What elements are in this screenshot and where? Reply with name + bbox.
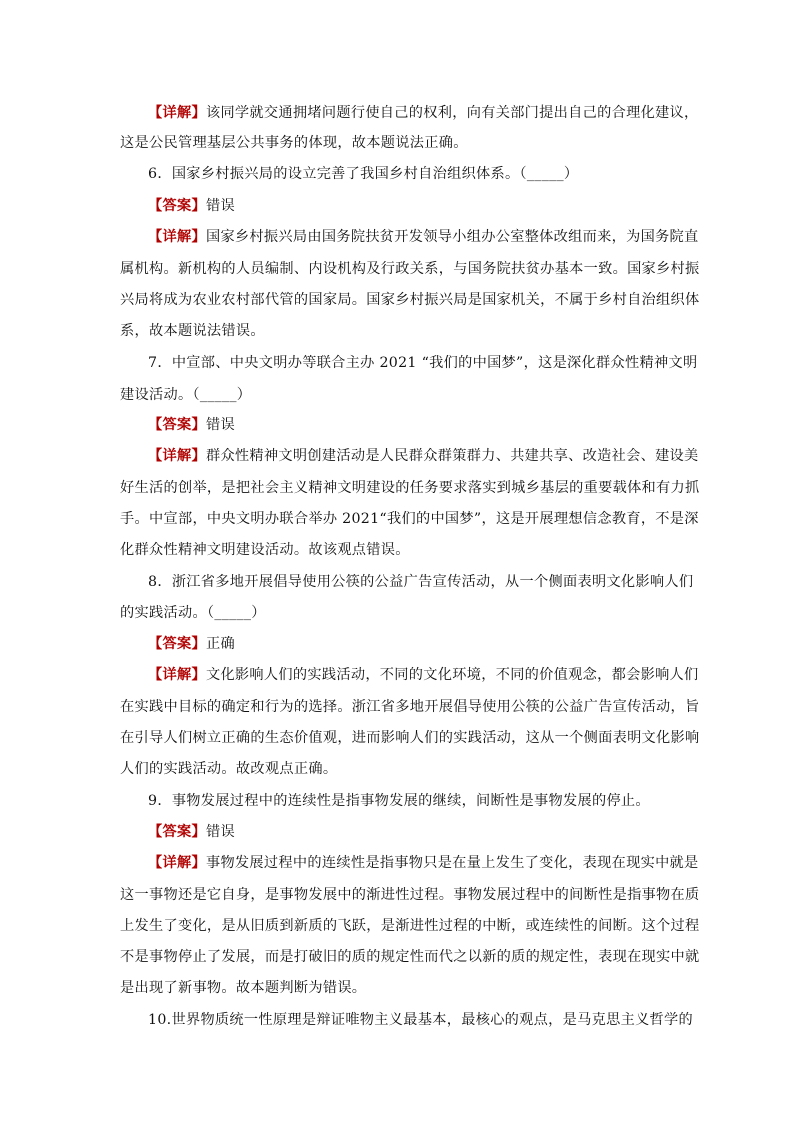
answer-tag: 【答案】	[148, 824, 206, 840]
answer-line: 【答案】正确	[148, 636, 235, 652]
text-line: 这一事物还是它自身，是事物发展中的渐进性过程。事物发展过程中的间断性是指事物在质	[120, 887, 700, 903]
question-6: 6．国家乡村振兴局的设立完善了我国乡村自治组织体系。（_____）	[148, 166, 579, 182]
detail-tag: 【详解】	[148, 229, 206, 245]
detail-tag: 【详解】	[148, 448, 206, 464]
answer-tag: 【答案】	[148, 198, 206, 214]
detail-line: 【详解】事物发展过程中的连续性是指事物只是在量上发生了变化，表现在现实中就是	[148, 855, 699, 871]
answer-line: 【答案】错误	[148, 824, 235, 840]
question-8: 8．浙江省多地开展倡导使用公筷的公益广告宣传活动，从一个侧面表明文化影响人们	[148, 574, 694, 590]
answer-line: 【答案】错误	[148, 417, 235, 433]
text-line: 在引导人们树立正确的生态价值观，进而影响人们的实践活动，这从一个侧面表明文化影响	[120, 730, 700, 746]
question-7: 7．中宣部、中央文明办等联合主办 2021 “我们的中国梦”，这是深化群众性精神文明	[148, 355, 698, 371]
text-line: 系，故本题说法错误。	[120, 323, 265, 339]
text-line: 在实践中目标的确定和行为的选择。浙江省多地开展倡导使用公筷的公益广告宣传活动，旨	[120, 699, 700, 715]
text-line: 的实践活动。（_____）	[120, 605, 266, 621]
answer-tag: 【答案】	[148, 417, 206, 433]
text-line: 兴局将成为农业农村部代管的国家局。国家乡村振兴局是国家机关，不属于乡村自治组织体	[120, 292, 700, 308]
text-line: 属机构。新机构的人员编制、内设机构及行政关系，与国务院扶贫办基本一致。国家乡村振	[120, 261, 700, 277]
text-line: 好生活的创举，是把社会主义精神文明建设的任务要求落实到城乡基层的重要载体和有力抓	[120, 480, 700, 496]
detail-tag: 【详解】	[148, 667, 206, 683]
answer-tag: 【答案】	[148, 636, 206, 652]
detail-line: 【详解】群众性精神文明创建活动是人民群众群策群力、共建共享、改造社会、建设美	[148, 448, 699, 464]
text-line: 化群众性精神文明建设活动。故该观点错误。	[120, 542, 410, 558]
answer-line: 【答案】错误	[148, 198, 235, 214]
detail-line: 【详解】文化影响人们的实践活动，不同的文化环境，不同的价值观念，都会影响人们	[148, 667, 699, 683]
text-line: 人们的实践活动。故改观点正确。	[120, 761, 338, 777]
text-line: 手。中宣部，中央文明办联合举办 2021“我们的中国梦”，这是开展理想信念教育，不是深	[120, 511, 699, 527]
detail-tag: 【详解】	[148, 855, 206, 871]
detail-tag: 【详解】	[148, 105, 206, 121]
question-9: 9．事物发展过程中的连续性是指事物发展的继续，间断性是事物发展的停止。	[148, 793, 650, 809]
text-line: 建设活动。（_____）	[120, 387, 252, 403]
detail-line: 【详解】该同学就交通拥堵问题行使自己的权利，向有关部门提出自己的合理化建议，	[148, 105, 699, 121]
text-line: 不是事物停止了发展，而是打破旧的质的规定性而代之以新的质的规定性，表现在现实中就	[120, 949, 700, 965]
text-line: 这是公民管理基层公共事务的体现，故本题说法正确。	[120, 135, 468, 151]
text-line: 上发生了变化，是从旧质到新质的飞跃，是渐进性过程的中断，或连续性的间断。这个过程	[120, 918, 700, 934]
text-line: 是出现了新事物。故本题判断为错误。	[120, 980, 367, 996]
detail-line: 【详解】国家乡村振兴局由国务院扶贫开发领导小组办公室整体改组而来，为国务院直	[148, 229, 699, 245]
question-10: 10.世界物质统一性原理是辩证唯物主义最基本，最核心的观点，是马克思主义哲学的	[148, 1012, 694, 1028]
